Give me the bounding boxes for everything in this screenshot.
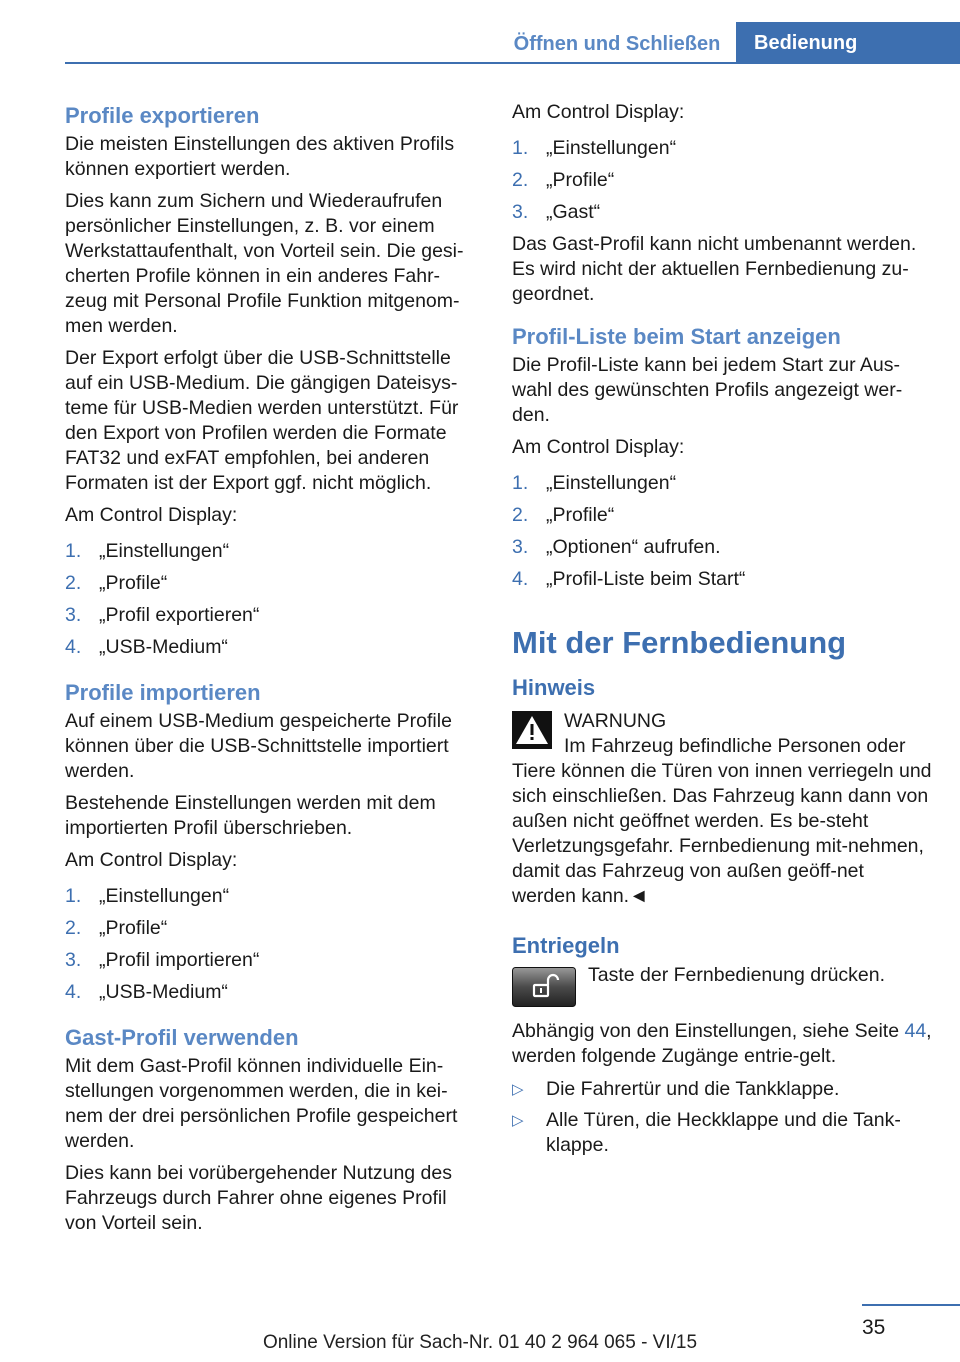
page-reference-link[interactable]: 44 xyxy=(904,1020,927,1042)
heading-unlock: Entriegeln xyxy=(512,933,620,958)
paragraph: Bestehende Einstellungen werden mit dem importierten Profil überschrieben. xyxy=(65,792,436,839)
paragraph: Die Profil-Liste kann bei jedem Start zur Aus-wahl des gewünschten Profils angezeigt wer-den. xyxy=(512,354,903,426)
online-version-note: Online Version für Sach-Nr. 01 40 2 964 065 - VI/15 xyxy=(262,1332,698,1353)
step-number: 3. xyxy=(512,201,529,223)
step-item xyxy=(512,563,932,595)
step-number: 1. xyxy=(65,885,82,907)
right-column xyxy=(512,100,932,1164)
unlock-options-list xyxy=(512,1077,932,1158)
step-text: „Optionen“ aufrufen. xyxy=(546,536,721,558)
paragraph: Dies kann bei vorübergehender Nutzung des Fahrzeugs durch Fahrer ohne eigenes Profil von Vorteil sein. xyxy=(65,1162,453,1234)
step-number: 2. xyxy=(512,504,529,526)
step-item xyxy=(65,944,477,976)
list-start-steps xyxy=(512,467,932,595)
list-item-text: Die Fahrertür und die Tankklappe. xyxy=(546,1078,840,1100)
heading-profile-list-start: Profil-Liste beim Start anzeigen xyxy=(512,324,841,349)
step-text: „Einstellungen“ xyxy=(546,137,677,159)
paragraph: Die meisten Einstellungen des aktiven Profils können exportiert werden. xyxy=(65,133,455,180)
paragraph: Der Export erfolgt über die USB-Schnittstelle auf ein USB-Medium. Die gängigen Dateisys-teme für USB-Medien werden unterstützt. Für den Export von Profilen werden die Formate FAT32 und exFAT empfohlen, bei anderen Formaten ist der Export ggf. nicht möglich. xyxy=(65,347,459,494)
step-item xyxy=(65,912,477,944)
step-item xyxy=(65,976,477,1008)
step-text: „Einstellungen“ xyxy=(546,472,677,494)
unlock-key-icon xyxy=(512,967,576,1007)
dependency-text-after: , werden folgende Zugänge entrie-gelt. xyxy=(512,1020,932,1067)
step-text: „Profile“ xyxy=(99,917,168,939)
step-number: 1. xyxy=(512,137,529,159)
paragraph xyxy=(512,1019,932,1069)
warning-text: Tiere können die Türen von innen verriegeln und sich einschließen. Das Fahrzeug kann dann von außen nicht geöffnet werden. Es be-steht Verletzungsgefahr. Fernbedienung mit-nehmen, damit das Fahrzeug von außen geöff-net werden kann.◄ xyxy=(512,760,932,907)
control-display-label: Am Control Display: xyxy=(65,849,238,871)
step-text: „USB-Medium“ xyxy=(99,981,228,1003)
warning-triangle-icon xyxy=(512,711,552,749)
paragraph: Dies kann zum Sichern und Wiederaufrufen persönlicher Einstellungen, z. B. vor einem Werkstattaufenthalt, von Vorteil sein. Die gesi-cherten Profile können in ein anderes Fahr-zeug mit Personal Profile Funktion mitgenom-men werden. xyxy=(65,190,464,337)
step-text: „Gast“ xyxy=(546,201,601,223)
step-item xyxy=(65,567,477,599)
step-number: 3. xyxy=(512,536,529,558)
step-number: 4. xyxy=(65,636,82,658)
warning-first-line: Im Fahrzeug befindliche Personen oder xyxy=(564,735,906,757)
running-header-chapter: Bedienung xyxy=(736,22,960,64)
step-number: 3. xyxy=(65,604,82,626)
control-display-label: Am Control Display: xyxy=(512,436,685,458)
page-number: 35 xyxy=(862,1316,886,1339)
step-number: 2. xyxy=(65,917,82,939)
step-text: „Profile“ xyxy=(546,504,615,526)
dependency-text-before: Abhängig von den Einstellungen, siehe Seite xyxy=(512,1020,905,1042)
list-item xyxy=(512,1108,932,1158)
unlock-instruction: Taste der Fernbedienung drücken. xyxy=(588,964,886,986)
step-item xyxy=(65,631,477,663)
left-column xyxy=(65,100,477,1243)
heading-hint: Hinweis xyxy=(512,675,596,700)
running-header-section: Öffnen und Schließen xyxy=(513,33,721,55)
step-text: „Einstellungen“ xyxy=(99,885,230,907)
step-item xyxy=(512,164,932,196)
paragraph: Auf einem USB-Medium gespeicherte Profile können über die USB-Schnittstelle importiert werden. xyxy=(65,710,452,782)
triangle-bullet-icon: ▷ xyxy=(512,1112,524,1129)
step-number: 4. xyxy=(512,568,529,590)
heading-guest-profile: Gast-Profil verwenden xyxy=(65,1025,299,1050)
warning-block xyxy=(512,709,932,759)
step-number: 1. xyxy=(512,472,529,494)
step-text: „USB-Medium“ xyxy=(99,636,228,658)
heading-profile-import: Profile importieren xyxy=(65,680,261,705)
step-item xyxy=(512,499,932,531)
step-text: „Profil exportieren“ xyxy=(99,604,260,626)
unlock-key-row xyxy=(512,963,932,1009)
warning-title: WARNUNG xyxy=(564,710,667,732)
guest-steps xyxy=(512,132,932,228)
heading-remote-control: Mit der Fernbedienung xyxy=(512,625,847,660)
step-number: 1. xyxy=(65,540,82,562)
step-number: 4. xyxy=(65,981,82,1003)
step-number: 2. xyxy=(65,572,82,594)
step-number: 3. xyxy=(65,949,82,971)
step-text: „Profile“ xyxy=(99,572,168,594)
step-item xyxy=(512,531,932,563)
step-item xyxy=(65,599,477,631)
step-item xyxy=(65,880,477,912)
step-item xyxy=(512,132,932,164)
list-item xyxy=(512,1077,932,1102)
paragraph: Das Gast-Profil kann nicht umbenannt werden. Es wird nicht der aktuellen Fernbedienung zu-geordnet. xyxy=(512,233,917,305)
step-text: „Profil-Liste beim Start“ xyxy=(546,568,746,590)
list-item-text: Alle Türen, die Heckklappe und die Tank-klappe. xyxy=(546,1109,901,1156)
header-rule xyxy=(65,62,960,64)
step-item xyxy=(65,535,477,567)
triangle-bullet-icon: ▷ xyxy=(512,1081,524,1098)
footer-rule xyxy=(862,1304,960,1306)
control-display-label: Am Control Display: xyxy=(512,101,685,123)
import-steps xyxy=(65,880,477,1008)
heading-profile-export: Profile exportieren xyxy=(65,103,260,128)
step-text: „Profile“ xyxy=(546,169,615,191)
step-number: 2. xyxy=(512,169,529,191)
control-display-label: Am Control Display: xyxy=(65,504,238,526)
export-steps xyxy=(65,535,477,663)
step-text: „Profil importieren“ xyxy=(99,949,260,971)
step-item xyxy=(512,467,932,499)
step-item xyxy=(512,196,932,228)
paragraph: Mit dem Gast-Profil können individuelle Ein-stellungen vorgenommen werden, die in kei-nem der drei persönlichen Profile gespeichert werden. xyxy=(65,1055,458,1152)
step-text: „Einstellungen“ xyxy=(99,540,230,562)
